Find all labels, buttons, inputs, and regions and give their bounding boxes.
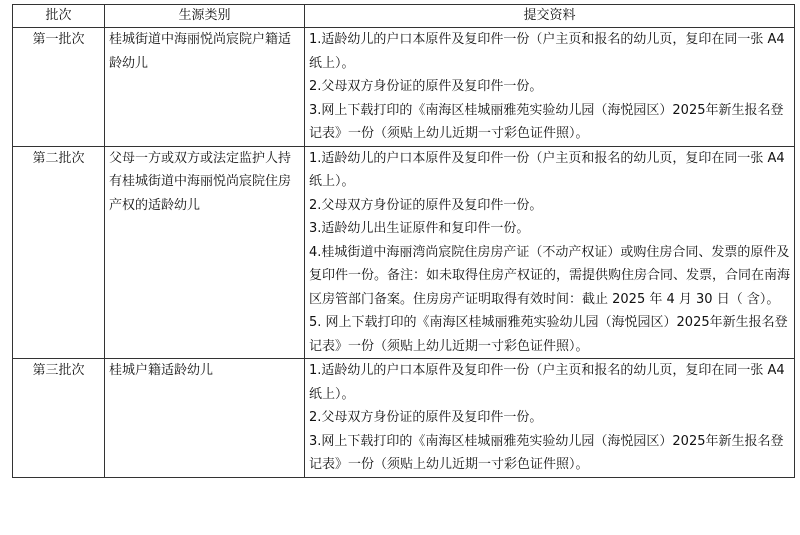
table-row-batch-3 <box>13 359 795 478</box>
materials-cell <box>305 146 795 359</box>
material-item: 2.父母双方身份证的原件及复印件一份。 <box>309 410 543 425</box>
material-item: 5. 网上下载打印的《南海区桂城丽雅苑实验幼儿园（海悦园区）2025年新生报名登记表》一份（须贴上幼儿近期一寸彩色证件照）。 <box>309 315 788 354</box>
batch-cell: 第一批次 <box>13 28 105 147</box>
batch-cell: 第二批次 <box>13 146 105 359</box>
document-wrapper <box>12 4 794 478</box>
batch-cell: 第三批次 <box>13 359 105 478</box>
registration-materials-table <box>12 4 795 478</box>
header-materials: 提交资料 <box>305 5 795 28</box>
source-cell: 父母一方或双方或法定监护人持有桂城街道中海丽悦尚宸院住房产权的适龄幼儿 <box>105 146 305 359</box>
material-item: 1.适龄幼儿的户口本原件及复印件一份（户主页和报名的幼儿页，复印在同一张 A4 纸上）。 <box>309 32 785 71</box>
material-item: 2.父母双方身份证的原件及复印件一份。 <box>309 79 543 94</box>
material-item: 1.适龄幼儿的户口本原件及复印件一份（户主页和报名的幼儿页，复印在同一张 A4 纸上）。 <box>309 363 785 402</box>
material-item: 3.网上下载打印的《南海区桂城丽雅苑实验幼儿园（海悦园区）2025年新生报名登记表》一份（须贴上幼儿近期一寸彩色证件照）。 <box>309 102 784 141</box>
materials-cell <box>305 359 795 478</box>
header-batch: 批次 <box>13 5 105 28</box>
table-header-row <box>13 5 795 28</box>
material-item: 3.适龄幼儿出生证原件和复印件一份。 <box>309 221 530 236</box>
table-row-batch-1 <box>13 28 795 147</box>
table-row-batch-2 <box>13 146 795 359</box>
source-cell: 桂城街道中海丽悦尚宸院户籍适龄幼儿 <box>105 28 305 147</box>
material-item: 4.桂城街道中海丽湾尚宸院住房房产证（不动产权证）或购住房合同、发票的原件及复印件一份。备注：如未取得住房产权证的，需提供购住房合同、发票，合同在南海区房管部门备案。住房房产证明取得有效时间：截止 2025 年 4 月 30 日（ 含）。 <box>309 244 791 307</box>
source-cell: 桂城户籍适龄幼儿 <box>105 359 305 478</box>
material-item: 1.适龄幼儿的户口本原件及复印件一份（户主页和报名的幼儿页，复印在同一张 A4 纸上）。 <box>309 150 785 189</box>
material-item: 3.网上下载打印的《南海区桂城丽雅苑实验幼儿园（海悦园区）2025年新生报名登记表》一份（须贴上幼儿近期一寸彩色证件照）。 <box>309 433 784 472</box>
header-source-category: 生源类别 <box>105 5 305 28</box>
material-item: 2.父母双方身份证的原件及复印件一份。 <box>309 197 543 213</box>
materials-cell <box>305 28 795 147</box>
